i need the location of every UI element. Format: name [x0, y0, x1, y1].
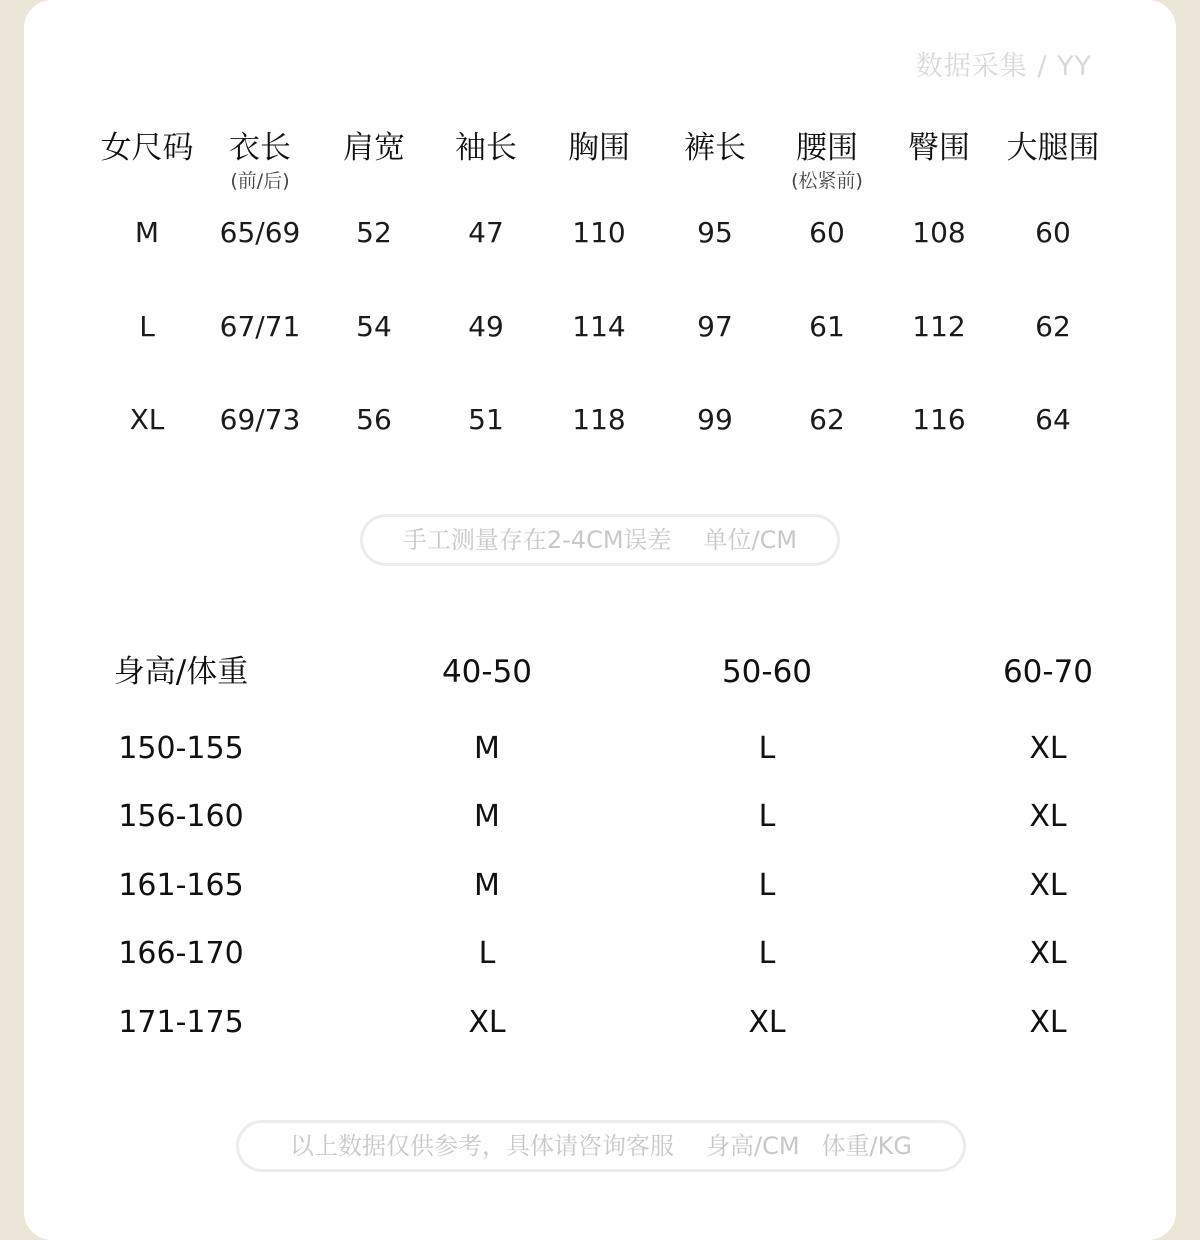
measurement-cell: 60 [1035, 216, 1071, 249]
recommended-size-cell: XL [1029, 799, 1067, 834]
measurement-cell: 65/69 [219, 216, 301, 249]
size-label-cell: L [139, 310, 155, 343]
recommended-size-cell: XL [1029, 868, 1067, 903]
measurement-cell: 69/73 [219, 403, 301, 436]
recommended-size-cell: L [758, 868, 776, 903]
measurement-cell: 61 [809, 310, 845, 343]
size-label-cell: XL [129, 403, 165, 436]
recommended-size-cell: XL [1029, 936, 1067, 971]
measurement-cell: 112 [912, 310, 966, 343]
measurement-cell: 64 [1035, 403, 1071, 436]
measurement-cell: 110 [572, 216, 626, 249]
size-chart-header-note: (松紧前) [791, 170, 863, 192]
measurement-cell: 97 [697, 310, 733, 343]
size-chart-header: 女尺码 [100, 130, 194, 166]
recommended-size-cell: L [478, 936, 496, 971]
size-chart-header: 腰围 [796, 130, 858, 166]
measurement-cell: 60 [809, 216, 845, 249]
measurement-note [360, 514, 840, 566]
reference-note [236, 1120, 966, 1172]
height-range-cell: 171-175 [118, 1005, 244, 1040]
recommended-size-cell: XL [1029, 1005, 1067, 1040]
size-chart-header: 肩宽 [343, 130, 405, 166]
recommended-size-cell: L [758, 799, 776, 834]
measurement-cell: 116 [912, 403, 966, 436]
weight-range-header: 40-50 [441, 654, 533, 690]
measurement-error-text: 手工测量存在2-4CM误差 [402, 526, 672, 554]
height-range-cell: 150-155 [118, 731, 244, 766]
height-unit-text: 身高/CM [706, 1132, 800, 1160]
measurement-cell: 118 [572, 403, 626, 436]
size-chart-header-note: (前/后) [230, 170, 290, 192]
measurement-cell: 62 [809, 403, 845, 436]
recommended-size-cell: XL [748, 1005, 786, 1040]
recommended-size-cell: M [474, 868, 500, 903]
measurement-cell: 49 [468, 310, 504, 343]
measurement-cell: 54 [356, 310, 392, 343]
measurement-cell: 56 [356, 403, 392, 436]
measurement-cell: 67/71 [219, 310, 301, 343]
size-chart-header: 胸围 [568, 130, 630, 166]
unit-text: 单位/CM [703, 526, 798, 554]
recommended-size-cell: L [758, 936, 776, 971]
measurement-cell: 99 [697, 403, 733, 436]
size-chart-header: 臀围 [908, 130, 970, 166]
recommended-size-cell: L [758, 731, 776, 766]
height-weight-header: 身高/体重 [113, 654, 249, 690]
measurement-cell: 52 [356, 216, 392, 249]
recommended-size-cell: XL [1029, 731, 1067, 766]
measurement-cell: 95 [697, 216, 733, 249]
recommended-size-cell: XL [468, 1005, 506, 1040]
measurement-cell: 114 [572, 310, 626, 343]
height-range-cell: 156-160 [118, 799, 244, 834]
measurement-cell: 51 [468, 403, 504, 436]
measurement-cell: 62 [1035, 310, 1071, 343]
size-label-cell: M [134, 216, 160, 249]
recommended-size-cell: M [474, 731, 500, 766]
weight-unit-text: 体重/KG [821, 1132, 912, 1160]
size-chart-header: 袖长 [455, 130, 517, 166]
source-note: 数据采集 / YY [915, 51, 1092, 82]
size-chart-header: 衣长 [229, 130, 291, 166]
height-range-cell: 161-165 [118, 868, 244, 903]
size-chart-header: 裤长 [684, 130, 746, 166]
reference-text: 以上数据仅供参考，具体请咨询客服 [290, 1132, 674, 1160]
height-range-cell: 166-170 [118, 936, 244, 971]
measurement-cell: 108 [912, 216, 966, 249]
weight-range-header: 50-60 [721, 654, 813, 690]
measurement-cell: 47 [468, 216, 504, 249]
recommended-size-cell: M [474, 799, 500, 834]
size-chart-header: 大腿围 [1006, 130, 1100, 166]
weight-range-header: 60-70 [1002, 654, 1094, 690]
